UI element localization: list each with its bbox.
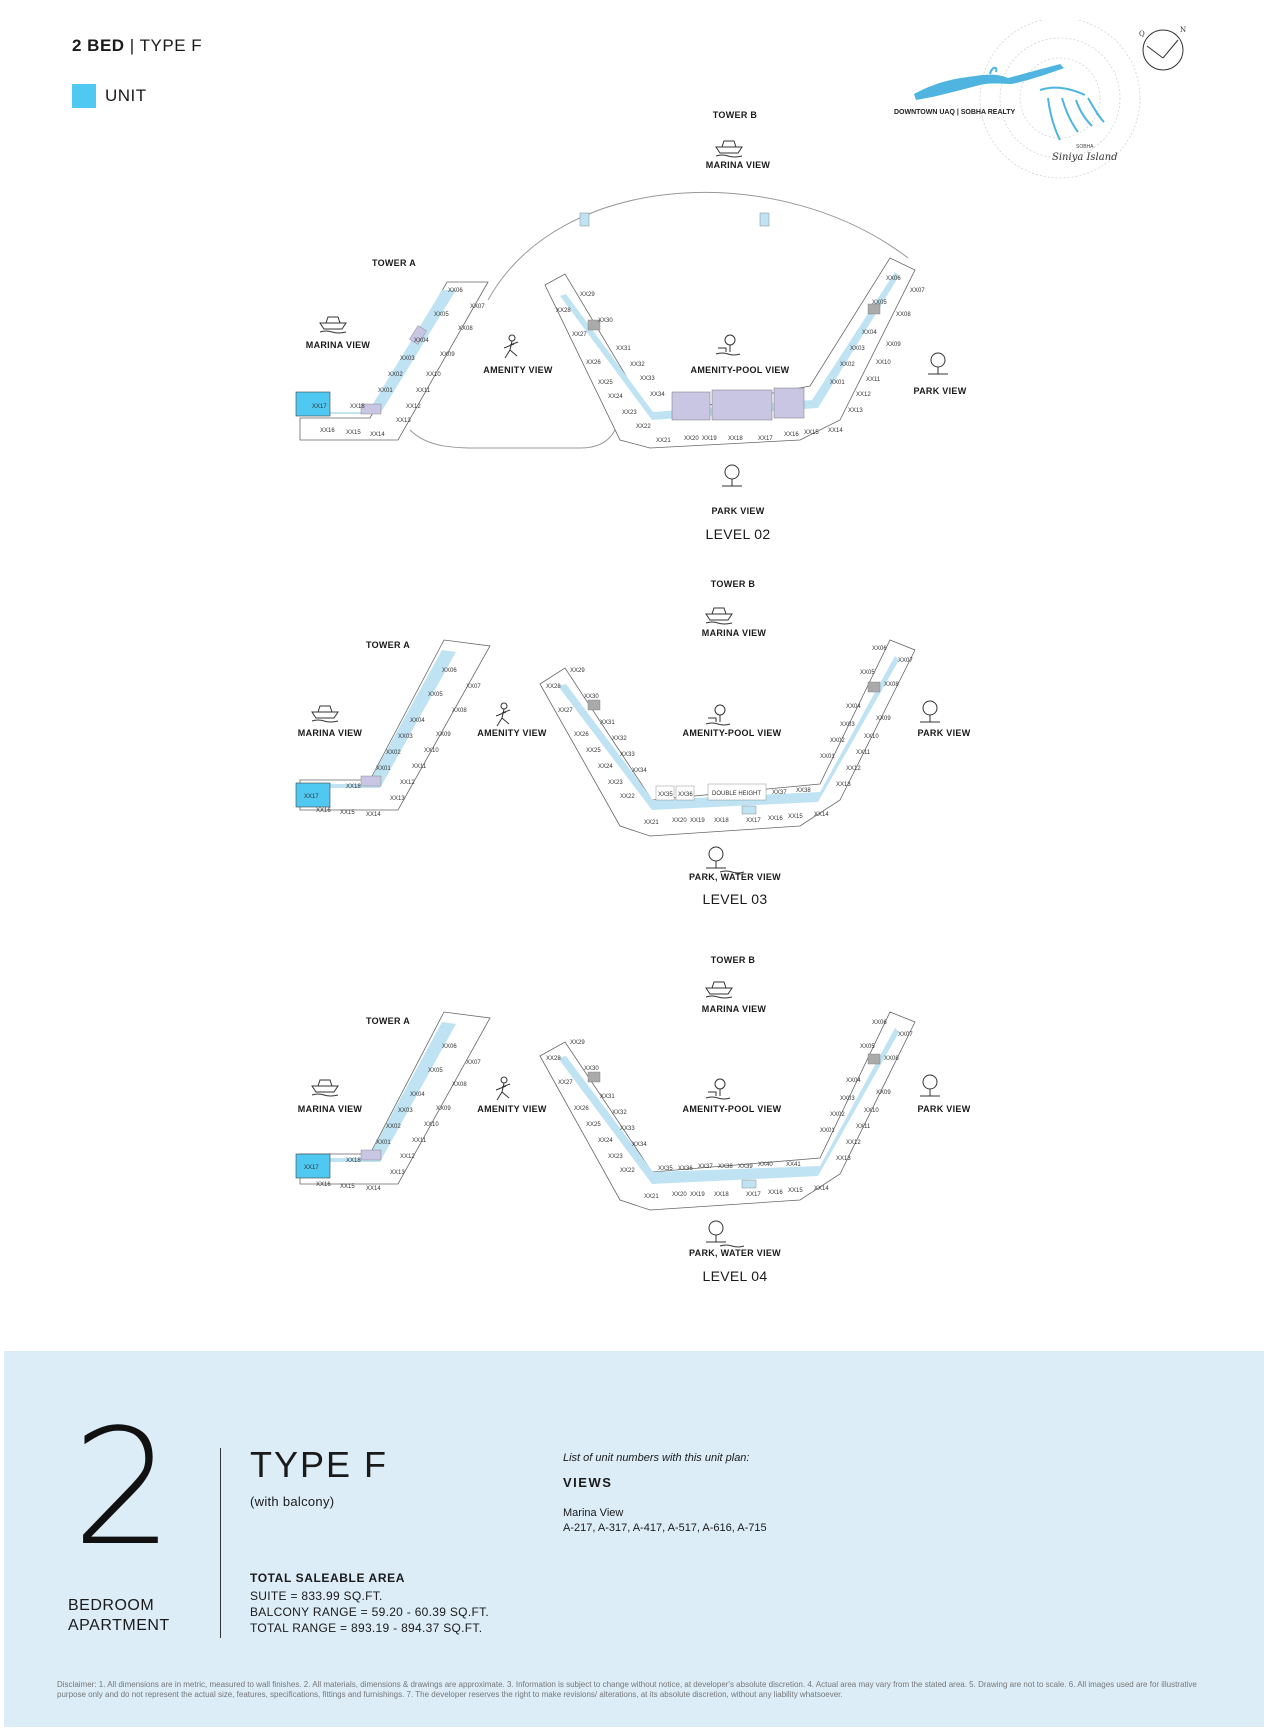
title-separator: |: [124, 36, 140, 55]
unit-label: XX17: [758, 436, 773, 442]
level-04-bottom-view-label: PARK, WATER VIEW: [689, 1248, 781, 1258]
unit-label: XX05: [434, 312, 449, 318]
level-02-left-view-label: MARINA VIEW: [305, 340, 371, 350]
unit-label: XX18: [346, 1158, 361, 1164]
unit-label: XX16: [320, 428, 335, 434]
unit-label: XX21: [644, 1194, 659, 1200]
unit-label: XX03: [398, 734, 413, 740]
pool-icon: [706, 705, 730, 725]
unit-label: XX22: [620, 794, 635, 800]
unit-label: XX15: [340, 810, 355, 816]
double-height-label: DOUBLE HEIGHT: [712, 791, 762, 797]
unit-label: XX31: [616, 346, 631, 352]
unit-label: XX01: [376, 766, 391, 772]
unit-label: XX03: [850, 346, 865, 352]
balcony-range: BALCONY RANGE = 59.20 - 60.39 SQ.FT.: [250, 1605, 490, 1619]
total-saleable-area-heading: TOTAL SALEABLE AREA: [250, 1571, 405, 1585]
level-03-top-view-label: MARINA VIEW: [701, 628, 767, 638]
unit-type-title: TYPE F: [250, 1444, 389, 1485]
unit-label: XX24: [598, 1138, 613, 1144]
views-heading: VIEWS: [563, 1475, 613, 1490]
total-range: TOTAL RANGE = 893.19 - 894.37 SQ.FT.: [250, 1621, 483, 1635]
unit-label: XX27: [558, 708, 573, 714]
unit-label: XX28: [546, 1056, 561, 1062]
unit-label: XX27: [558, 1080, 573, 1086]
unit-label: XX28: [546, 684, 561, 690]
apartment-label: APARTMENT: [68, 1617, 170, 1634]
unit-label: XX12: [846, 766, 861, 772]
unit-label: XX13: [390, 796, 405, 802]
unit-label: XX12: [856, 392, 871, 398]
tree-icon: [928, 353, 948, 374]
unit-label: XX32: [612, 1110, 627, 1116]
unit-label: XX23: [622, 410, 637, 416]
unit-label: XX09: [440, 352, 455, 358]
unit-label: XX08: [458, 326, 473, 332]
unit-label: XX07: [910, 288, 925, 294]
unit-label: XX30: [584, 694, 599, 700]
unit-label: XX03: [398, 1108, 413, 1114]
boat-icon: [320, 317, 346, 333]
unit-label: XX10: [864, 1108, 879, 1114]
unit-label: XX24: [598, 764, 613, 770]
unit-label: XX10: [424, 1122, 439, 1128]
panel-divider: [220, 1448, 221, 1638]
boat-icon: [706, 608, 732, 624]
compass-north: N: [1180, 26, 1187, 34]
boat-icon: [312, 1080, 338, 1096]
level-04-right-view-label: PARK VIEW: [917, 1104, 971, 1114]
unit-label: XX22: [636, 424, 651, 430]
balcony-note: (with balcony): [250, 1494, 335, 1509]
level-04-left-view-label: MARINA VIEW: [297, 1104, 363, 1114]
unit-label: XX07: [466, 684, 481, 690]
unit-label: XX38: [718, 1164, 733, 1170]
park-water-icon: [706, 1221, 744, 1247]
unit-label: XX04: [410, 1092, 425, 1098]
unit-label: XX37: [772, 790, 787, 796]
unit-label: XX13: [390, 1170, 405, 1176]
view-name: Marina View: [563, 1507, 624, 1519]
unit-label: XX08: [884, 1056, 899, 1062]
unit-label: XX12: [400, 1154, 415, 1160]
boat-icon: [706, 982, 732, 998]
unit-label: XX14: [370, 432, 385, 438]
unit-label: XX33: [620, 1126, 635, 1132]
unit-label: XX16: [768, 816, 783, 822]
boat-icon: [312, 706, 338, 722]
unit-label: XX25: [598, 380, 613, 386]
brand-small: SOBHA: [1076, 144, 1094, 150]
unit-label: XX01: [820, 754, 835, 760]
unit-label: XX33: [620, 752, 635, 758]
bedroom-count: 2: [72, 1394, 174, 1581]
unit-label: XX06: [872, 1020, 887, 1026]
unit-label: XX14: [814, 812, 829, 818]
unit-label: XX02: [386, 750, 401, 756]
unit-label: XX18: [728, 436, 743, 442]
unit-label: XX13: [836, 782, 851, 788]
unit-label: XX29: [570, 1040, 585, 1046]
level-03-plan: [0, 480, 1266, 880]
unit-label: XX11: [856, 1124, 871, 1130]
unit-label: XX33: [640, 376, 655, 382]
unit-label: XX08: [452, 708, 467, 714]
unit-label: XX10: [876, 360, 891, 366]
unit-label: XX15: [788, 1188, 803, 1194]
level-02-right-view-label: PARK VIEW: [913, 386, 967, 396]
level-02-top-view-label: MARINA VIEW: [705, 160, 771, 170]
unit-label: XX11: [856, 750, 871, 756]
bed-label: 2 BED: [72, 36, 125, 55]
unit-label: XX20: [672, 818, 687, 824]
level-03-title: LEVEL 03: [702, 891, 768, 907]
suite-area: SUITE = 833.99 SQ.FT.: [250, 1589, 383, 1603]
pool-icon: [706, 1079, 730, 1099]
unit-label: XX02: [840, 362, 855, 368]
unit-label: XX11: [416, 388, 431, 394]
unit-label: XX09: [436, 1106, 451, 1112]
level-04-center-view-label: AMENITY-POOL VIEW: [682, 1104, 782, 1114]
unit-label: XX17: [746, 1192, 761, 1198]
unit-label: XX02: [386, 1124, 401, 1130]
unit-label: XX13: [396, 418, 411, 424]
unit-label: XX14: [814, 1186, 829, 1192]
level-04-tower-a-label: TOWER A: [365, 1016, 411, 1026]
unit-label: XX16: [316, 808, 331, 814]
unit-label: XX16: [784, 432, 799, 438]
unit-label: XX09: [886, 342, 901, 348]
unit-label: XX26: [586, 360, 601, 366]
unit-label: XX09: [876, 1090, 891, 1096]
level-02-tower-b-label: TOWER B: [712, 110, 758, 120]
unit-label: XX18: [714, 1192, 729, 1198]
unit-label: XX32: [630, 362, 645, 368]
unit-label: XX19: [690, 1192, 705, 1198]
unit-label: XX11: [412, 1138, 427, 1144]
unit-label: XX19: [702, 436, 717, 442]
level-04-top-view-label: MARINA VIEW: [701, 1004, 767, 1014]
level-02-tower-b: [545, 258, 915, 448]
unit-label: XX21: [644, 820, 659, 826]
unit-label: XX24: [608, 394, 623, 400]
unit-label: XX06: [872, 646, 887, 652]
info-panel: [4, 1351, 1264, 1727]
unit-label: XX41: [786, 1162, 801, 1168]
unit-label: XX29: [580, 292, 595, 298]
unit-label: XX15: [788, 814, 803, 820]
unit-label: XX04: [414, 338, 429, 344]
unit-label: XX07: [898, 658, 913, 664]
unit-label: XX11: [412, 764, 427, 770]
unit-label: XX26: [574, 1106, 589, 1112]
unit-label: XX17: [746, 818, 761, 824]
tree-icon: [920, 701, 940, 722]
unit-label: XX17: [304, 794, 319, 800]
unit-label: XX08: [884, 682, 899, 688]
unit-label: XX10: [426, 372, 441, 378]
unit-label: XX23: [608, 1154, 623, 1160]
unit-label: XX36: [678, 792, 693, 798]
unit-label: XX15: [804, 430, 819, 436]
unit-label: XX05: [428, 1068, 443, 1074]
location-caption: DOWNTOWN UAQ | SOBHA REALTY: [894, 109, 1016, 116]
level-04-title: LEVEL 04: [702, 1268, 768, 1284]
amenity-icon: [496, 703, 510, 726]
level-02-tower-a-label: TOWER A: [371, 258, 417, 268]
unit-label: XX10: [424, 748, 439, 754]
unit-label: XX27: [572, 332, 587, 338]
unit-label: XX03: [400, 356, 415, 362]
level-04-tower-a: [296, 1012, 490, 1184]
unit-label: XX37: [698, 1164, 713, 1170]
unit-label: XX08: [896, 312, 911, 318]
unit-label: XX04: [846, 1078, 861, 1084]
level-04-plan: [0, 856, 1266, 1256]
unit-label: XX05: [428, 692, 443, 698]
disclaimer: Disclaimer: 1. All dimensions are in metric, measured to wall finishes. 2. All materials, dimensions & drawings are approximate. 3. Information is subject to change without notice, at developer's absolute discretion. 4. Actual area may vary from the stated area. 5. Drawing are not to scale. 6. All images used are for illustrative purpose only and do not represent the actual size, features, specifications, fittings and furnishings. 7. The developer reserves the right to make revisions/ alterations, at its absolute discretion, without any liability whatsoever.: [57, 1680, 1197, 1699]
level-02-amenity-view-label: AMENITY VIEW: [483, 365, 553, 375]
level-03-right-view-label: PARK VIEW: [917, 728, 971, 738]
unit-label: XX16: [768, 1190, 783, 1196]
unit-label: XX01: [378, 388, 393, 394]
unit-label: XX16: [316, 1182, 331, 1188]
unit-label: XX35: [658, 1166, 673, 1172]
unit-label: XX18: [346, 784, 361, 790]
unit-label: XX14: [366, 812, 381, 818]
unit-label: XX09: [876, 716, 891, 722]
pool-icon: [716, 335, 740, 355]
unit-label: XX18: [714, 818, 729, 824]
unit-label: XX01: [820, 1128, 835, 1134]
svg-text:Q: Q: [1139, 30, 1145, 38]
unit-label: XX04: [862, 330, 877, 336]
unit-label: XX28: [556, 308, 571, 314]
unit-label: XX19: [690, 818, 705, 824]
boat-icon: [716, 141, 742, 157]
tree-icon: [920, 1075, 940, 1096]
unit-label: XX29: [570, 668, 585, 674]
unit-label: XX38: [796, 788, 811, 794]
unit-label: XX18: [350, 404, 365, 410]
level-03-bottom-view-label: PARK, WATER VIEW: [689, 872, 781, 882]
unit-label: XX32: [612, 736, 627, 742]
unit-label: XX30: [598, 318, 613, 324]
unit-label: XX15: [346, 430, 361, 436]
unit-label: XX23: [608, 780, 623, 786]
level-02-center-view-label: AMENITY-POOL VIEW: [690, 365, 790, 375]
unit-label: XX35: [658, 792, 673, 798]
unit-label: XX40: [758, 1162, 773, 1168]
level-04-amenity-view-label: AMENITY VIEW: [477, 1104, 547, 1114]
brand-script: Siniya Island: [1052, 152, 1118, 163]
unit-label: XX12: [406, 404, 421, 410]
level-03-center-view-label: AMENITY-POOL VIEW: [682, 728, 782, 738]
unit-label: XX06: [442, 1044, 457, 1050]
unit-label: XX02: [388, 372, 403, 378]
unit-label: XX10: [864, 734, 879, 740]
unit-label: XX34: [632, 768, 647, 774]
unit-label: XX34: [632, 1142, 647, 1148]
unit-label: XX36: [678, 1166, 693, 1172]
level-04-tower-b-label: TOWER B: [710, 955, 756, 965]
unit-label: XX20: [684, 436, 699, 442]
unit-label: XX14: [828, 428, 843, 434]
unit-label: XX06: [448, 288, 463, 294]
bedroom-apartment-label: [68, 1596, 170, 1636]
unit-label: XX20: [672, 1192, 687, 1198]
level-03-tower-a-label: TOWER A: [365, 640, 411, 650]
unit-label: XX05: [860, 1044, 875, 1050]
unit-label: XX22: [620, 1168, 635, 1174]
unit-label: XX13: [836, 1156, 851, 1162]
unit-label: XX30: [584, 1066, 599, 1072]
level-03-tower-b: [540, 640, 915, 836]
type-label: TYPE F: [139, 36, 203, 55]
level-03-tower-a: [296, 640, 490, 810]
unit-label: XX12: [846, 1140, 861, 1146]
unit-label: XX12: [400, 780, 415, 786]
amenity-icon: [496, 1077, 510, 1100]
unit-numbers: A-217, A-317, A-417, A-517, A-616, A-715: [563, 1522, 767, 1534]
unit-label: XX03: [840, 1096, 855, 1102]
unit-label: XX08: [452, 1082, 467, 1088]
level-02-title: LEVEL 02: [705, 526, 771, 542]
unit-label: XX15: [340, 1184, 355, 1190]
unit-list-intro: List of unit numbers with this unit plan:: [563, 1452, 750, 1464]
amenity-icon: [504, 335, 518, 358]
unit-label: XX03: [840, 722, 855, 728]
unit-label: XX04: [846, 704, 861, 710]
level-02-tower-a: [296, 282, 488, 440]
unit-label: XX17: [304, 1165, 319, 1171]
unit-label: XX02: [830, 738, 845, 744]
unit-label: XX31: [600, 720, 615, 726]
unit-label: XX17: [312, 404, 327, 410]
level-03-tower-b-label: TOWER B: [710, 579, 756, 589]
unit-label: XX09: [436, 732, 451, 738]
unit-label: XX34: [650, 392, 665, 398]
level-03-left-view-label: MARINA VIEW: [297, 728, 363, 738]
unit-label: XX26: [574, 732, 589, 738]
unit-label: XX21: [656, 438, 671, 444]
unit-label: XX07: [466, 1060, 481, 1066]
unit-label: XX06: [886, 276, 901, 282]
unit-label: XX06: [442, 668, 457, 674]
bedroom-label: BEDROOM: [68, 1597, 155, 1614]
unit-label: XX05: [872, 300, 887, 306]
level-03-amenity-view-label: AMENITY VIEW: [477, 728, 547, 738]
unit-label: XX14: [366, 1186, 381, 1192]
unit-label: XX39: [738, 1164, 753, 1170]
unit-label: XX05: [860, 670, 875, 676]
unit-label: XX25: [586, 748, 601, 754]
unit-label: XX01: [830, 380, 845, 386]
level-02-bottom-view-label: PARK VIEW: [711, 506, 765, 516]
unit-label: XX11: [866, 377, 881, 383]
unit-label: XX25: [586, 1122, 601, 1128]
unit-label: XX01: [376, 1140, 391, 1146]
unit-label: XX02: [830, 1112, 845, 1118]
legend-label: UNIT: [105, 86, 147, 105]
unit-label: XX07: [898, 1032, 913, 1038]
unit-label: XX04: [410, 718, 425, 724]
unit-label: XX13: [848, 408, 863, 414]
unit-label: XX31: [600, 1094, 615, 1100]
unit-label: XX07: [470, 304, 485, 310]
